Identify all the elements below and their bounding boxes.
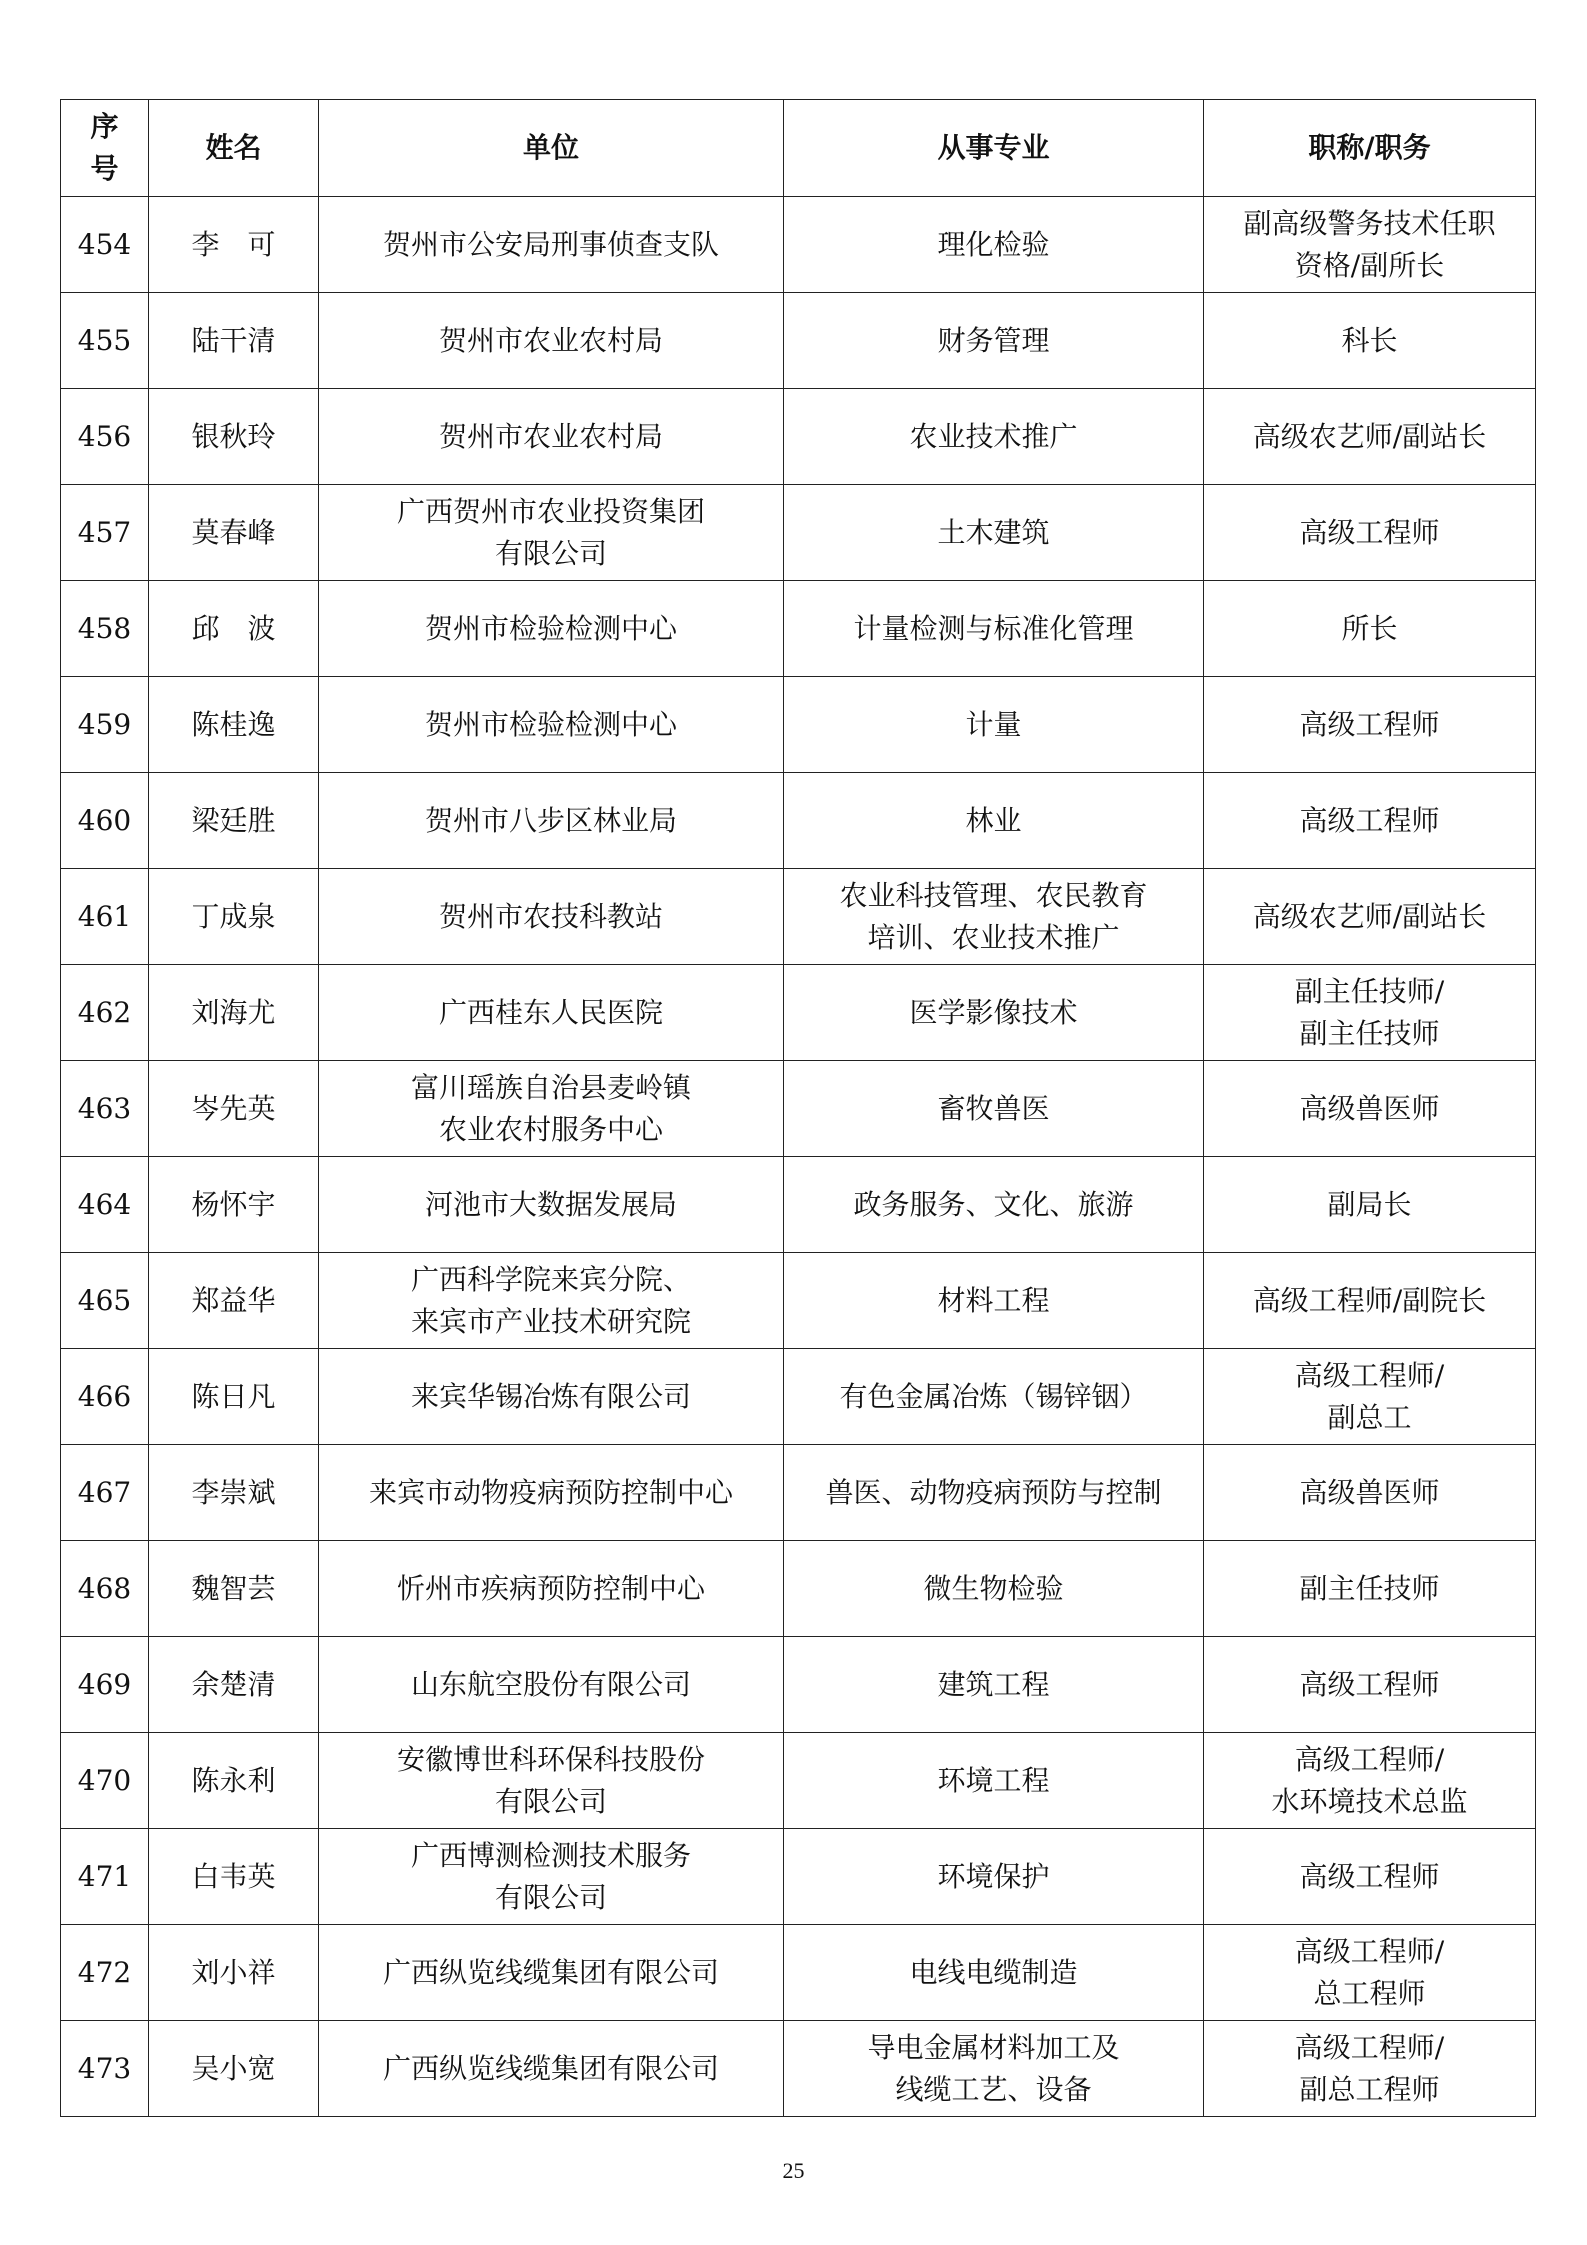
table-row — [61, 1445, 1536, 1541]
cell-name: 李崇斌 — [149, 1445, 319, 1541]
cell-unit — [319, 1541, 784, 1637]
cell-unit-line: 贺州市八步区林业局 — [424, 803, 677, 837]
cell-unit — [319, 485, 784, 581]
cell-name: 陈桂逸 — [149, 677, 319, 773]
cell-specialty — [784, 2021, 1204, 2117]
cell-specialty — [784, 197, 1204, 293]
cell-specialty — [784, 1445, 1204, 1541]
cell-title-line: 资格/副所长 — [1294, 248, 1445, 282]
cell-unit-line: 有限公司 — [494, 1880, 607, 1914]
cell-title-line: 总工程师 — [1313, 1976, 1426, 2010]
cell-title-line: 副主任技师 — [1299, 1571, 1440, 1605]
cell-specialty — [784, 1349, 1204, 1445]
cell-seq: 467 — [61, 1445, 149, 1541]
cell-unit — [319, 677, 784, 773]
cell-title-line: 科长 — [1341, 323, 1398, 357]
cell-seq: 471 — [61, 1829, 149, 1925]
cell-specialty-line: 有色金属冶炼（锡锌铟） — [839, 1379, 1148, 1413]
header-seq-line: 序 — [90, 110, 119, 143]
cell-name: 郑益华 — [149, 1253, 319, 1349]
cell-title-line: 高级工程师 — [1299, 515, 1440, 549]
cell-unit-line: 贺州市农技科教站 — [438, 899, 663, 933]
cell-title-line: 副主任技师/ — [1294, 974, 1445, 1008]
cell-unit — [319, 1253, 784, 1349]
cell-specialty-line: 政务服务、文化、旅游 — [853, 1187, 1134, 1221]
table-row — [61, 485, 1536, 581]
cell-name: 莫春峰 — [149, 485, 319, 581]
cell-title-line: 副总工 — [1327, 1400, 1412, 1434]
cell-title — [1204, 965, 1536, 1061]
cell-specialty-line: 环境工程 — [937, 1763, 1050, 1797]
cell-title-line: 高级工程师 — [1299, 803, 1440, 837]
cell-unit — [319, 197, 784, 293]
cell-name: 杨怀宇 — [149, 1157, 319, 1253]
cell-unit-line: 广西贺州市农业投资集团 — [396, 494, 705, 528]
cell-specialty-line: 理化检验 — [937, 227, 1050, 261]
cell-title — [1204, 773, 1536, 869]
table-header — [61, 100, 1536, 197]
cell-seq: 468 — [61, 1541, 149, 1637]
cell-specialty — [784, 1733, 1204, 1829]
table-row — [61, 1733, 1536, 1829]
cell-unit-line: 贺州市检验检测中心 — [424, 611, 677, 645]
cell-title-line: 副局长 — [1327, 1187, 1412, 1221]
cell-name: 银秋玲 — [149, 389, 319, 485]
table-row — [61, 197, 1536, 293]
cell-seq: 465 — [61, 1253, 149, 1349]
cell-name: 刘海尤 — [149, 965, 319, 1061]
cell-seq: 472 — [61, 1925, 149, 2021]
table-row — [61, 1061, 1536, 1157]
cell-title-line: 高级工程师/ — [1294, 1742, 1445, 1776]
table-row — [61, 677, 1536, 773]
cell-seq: 454 — [61, 197, 149, 293]
cell-title-line: 高级兽医师 — [1299, 1091, 1440, 1125]
cell-specialty — [784, 677, 1204, 773]
cell-title — [1204, 1733, 1536, 1829]
cell-specialty-line: 培训、农业技术推广 — [867, 920, 1120, 954]
cell-specialty-line: 林业 — [965, 803, 1022, 837]
header-seq-line: 号 — [90, 152, 119, 185]
cell-title — [1204, 1061, 1536, 1157]
cell-seq: 461 — [61, 869, 149, 965]
table-row — [61, 1637, 1536, 1733]
header-unit: 单位 — [319, 100, 784, 197]
table-row — [61, 581, 1536, 677]
cell-unit-line: 农业农村服务中心 — [438, 1112, 663, 1146]
cell-unit-line: 来宾华锡冶炼有限公司 — [410, 1379, 691, 1413]
cell-title — [1204, 1445, 1536, 1541]
cell-title-line: 高级兽医师 — [1299, 1475, 1440, 1509]
cell-title — [1204, 485, 1536, 581]
cell-title — [1204, 1829, 1536, 1925]
cell-title-line: 副主任技师 — [1299, 1016, 1440, 1050]
cell-unit-line: 忻州市疾病预防控制中心 — [396, 1571, 705, 1605]
cell-name: 陈永利 — [149, 1733, 319, 1829]
table-row — [61, 965, 1536, 1061]
cell-specialty — [784, 1061, 1204, 1157]
cell-unit — [319, 1157, 784, 1253]
cell-unit-line: 河池市大数据发展局 — [424, 1187, 677, 1221]
cell-title — [1204, 1541, 1536, 1637]
table-row — [61, 2021, 1536, 2117]
table-row — [61, 1349, 1536, 1445]
cell-unit — [319, 1445, 784, 1541]
cell-seq: 460 — [61, 773, 149, 869]
cell-unit — [319, 773, 784, 869]
cell-specialty — [784, 869, 1204, 965]
header-name: 姓名 — [149, 100, 319, 197]
cell-unit-line: 广西博测检测技术服务 — [410, 1838, 691, 1872]
cell-specialty — [784, 1157, 1204, 1253]
cell-specialty-line: 土木建筑 — [937, 515, 1050, 549]
cell-seq: 458 — [61, 581, 149, 677]
cell-name: 魏智芸 — [149, 1541, 319, 1637]
cell-unit-line: 广西纵览线缆集团有限公司 — [382, 2051, 719, 2085]
cell-unit-line: 有限公司 — [494, 1784, 607, 1818]
cell-seq: 457 — [61, 485, 149, 581]
cell-unit-line: 山东航空股份有限公司 — [410, 1667, 691, 1701]
cell-title — [1204, 1925, 1536, 2021]
cell-name: 刘小祥 — [149, 1925, 319, 2021]
cell-seq: 464 — [61, 1157, 149, 1253]
cell-unit-line: 富川瑶族自治县麦岭镇 — [410, 1070, 691, 1104]
table-row — [61, 293, 1536, 389]
cell-unit — [319, 869, 784, 965]
cell-unit — [319, 965, 784, 1061]
cell-title — [1204, 2021, 1536, 2117]
cell-specialty-line: 环境保护 — [937, 1859, 1050, 1893]
cell-title — [1204, 677, 1536, 773]
cell-unit — [319, 389, 784, 485]
cell-unit — [319, 1637, 784, 1733]
cell-title-line: 高级工程师/ — [1294, 1358, 1445, 1392]
cell-seq: 455 — [61, 293, 149, 389]
cell-specialty-line: 农业技术推广 — [909, 419, 1078, 453]
cell-title-line: 高级工程师/ — [1294, 1934, 1445, 1968]
cell-name: 陆干清 — [149, 293, 319, 389]
cell-unit-line: 来宾市产业技术研究院 — [410, 1304, 691, 1338]
cell-seq: 456 — [61, 389, 149, 485]
cell-specialty — [784, 389, 1204, 485]
cell-specialty-line: 医学影像技术 — [909, 995, 1078, 1029]
table-row — [61, 389, 1536, 485]
cell-title-line: 水环境技术总监 — [1271, 1784, 1468, 1818]
table-row — [61, 1541, 1536, 1637]
cell-specialty-line: 线缆工艺、设备 — [895, 2072, 1092, 2106]
cell-unit-line: 广西桂东人民医院 — [438, 995, 663, 1029]
page-number: 25 — [782, 2158, 805, 2183]
cell-seq: 462 — [61, 965, 149, 1061]
cell-seq: 473 — [61, 2021, 149, 2117]
cell-specialty — [784, 965, 1204, 1061]
cell-title — [1204, 293, 1536, 389]
cell-title — [1204, 197, 1536, 293]
cell-name: 李 可 — [149, 197, 319, 293]
header-specialty: 从事专业 — [784, 100, 1204, 197]
cell-specialty-line: 兽医、动物疫病预防与控制 — [825, 1475, 1162, 1509]
cell-specialty-line: 财务管理 — [937, 323, 1050, 357]
cell-title-line: 高级农艺师/副站长 — [1252, 419, 1487, 453]
personnel-table — [60, 99, 1536, 2117]
cell-title — [1204, 1349, 1536, 1445]
cell-title-line: 副总工程师 — [1299, 2072, 1440, 2106]
cell-unit-line: 安徽博世科环保科技股份 — [396, 1742, 705, 1776]
cell-specialty-line: 材料工程 — [937, 1283, 1050, 1317]
cell-seq: 466 — [61, 1349, 149, 1445]
cell-title — [1204, 1637, 1536, 1733]
cell-seq: 459 — [61, 677, 149, 773]
cell-specialty-line: 电线电缆制造 — [909, 1955, 1078, 1989]
cell-seq: 470 — [61, 1733, 149, 1829]
cell-specialty-line: 微生物检验 — [923, 1571, 1064, 1605]
cell-name: 丁成泉 — [149, 869, 319, 965]
cell-title-line: 副高级警务技术任职 — [1243, 206, 1496, 240]
cell-title — [1204, 581, 1536, 677]
cell-unit-line: 贺州市农业农村局 — [438, 323, 663, 357]
cell-unit-line: 贺州市检验检测中心 — [424, 707, 677, 741]
cell-title — [1204, 389, 1536, 485]
cell-seq: 469 — [61, 1637, 149, 1733]
table-row — [61, 773, 1536, 869]
table-row — [61, 1925, 1536, 2021]
cell-seq: 463 — [61, 1061, 149, 1157]
cell-unit-line: 有限公司 — [494, 536, 607, 570]
cell-specialty-line: 农业科技管理、农民教育 — [839, 878, 1148, 912]
cell-title — [1204, 1157, 1536, 1253]
cell-title-line: 高级工程师 — [1299, 1859, 1440, 1893]
cell-title-line: 高级工程师/ — [1294, 2030, 1445, 2064]
cell-specialty — [784, 1829, 1204, 1925]
cell-name: 白韦英 — [149, 1829, 319, 1925]
cell-name: 岑先英 — [149, 1061, 319, 1157]
header-row — [61, 100, 1536, 197]
cell-name: 邱 波 — [149, 581, 319, 677]
cell-specialty-line: 导电金属材料加工及 — [867, 2030, 1120, 2064]
cell-specialty — [784, 1541, 1204, 1637]
cell-unit-line: 来宾市动物疫病预防控制中心 — [368, 1475, 733, 1509]
cell-unit-line: 贺州市农业农村局 — [438, 419, 663, 453]
cell-title — [1204, 869, 1536, 965]
cell-specialty — [784, 1253, 1204, 1349]
table-row — [61, 869, 1536, 965]
cell-title-line: 高级工程师 — [1299, 1667, 1440, 1701]
cell-unit — [319, 581, 784, 677]
cell-unit-line: 广西科学院来宾分院、 — [410, 1262, 691, 1296]
cell-specialty — [784, 485, 1204, 581]
cell-unit-line: 广西纵览线缆集团有限公司 — [382, 1955, 719, 1989]
table-row — [61, 1829, 1536, 1925]
cell-unit — [319, 2021, 784, 2117]
cell-title-line: 高级工程师/副院长 — [1252, 1283, 1487, 1317]
cell-unit — [319, 1061, 784, 1157]
cell-specialty — [784, 1925, 1204, 2021]
table-row — [61, 1253, 1536, 1349]
cell-specialty — [784, 1637, 1204, 1733]
cell-title-line: 高级农艺师/副站长 — [1252, 899, 1487, 933]
cell-unit — [319, 293, 784, 389]
cell-name: 梁廷胜 — [149, 773, 319, 869]
cell-specialty-line: 计量检测与标准化管理 — [853, 611, 1134, 645]
cell-specialty-line: 计量 — [965, 707, 1022, 741]
cell-title-line: 高级工程师 — [1299, 707, 1440, 741]
header-title: 职称/职务 — [1204, 100, 1536, 197]
cell-unit — [319, 1829, 784, 1925]
table-row — [61, 1157, 1536, 1253]
cell-unit — [319, 1925, 784, 2021]
cell-title-line: 所长 — [1341, 611, 1398, 645]
cell-unit — [319, 1733, 784, 1829]
cell-specialty — [784, 773, 1204, 869]
cell-unit — [319, 1349, 784, 1445]
cell-name: 余楚清 — [149, 1637, 319, 1733]
cell-specialty-line: 建筑工程 — [937, 1667, 1050, 1701]
cell-specialty — [784, 581, 1204, 677]
cell-unit-line: 贺州市公安局刑事侦查支队 — [382, 227, 719, 261]
cell-name: 吴小宽 — [149, 2021, 319, 2117]
cell-specialty-line: 畜牧兽医 — [937, 1091, 1050, 1125]
cell-name: 陈日凡 — [149, 1349, 319, 1445]
cell-title — [1204, 1253, 1536, 1349]
header-seq — [61, 100, 149, 197]
table-body — [61, 197, 1536, 2117]
cell-specialty — [784, 293, 1204, 389]
